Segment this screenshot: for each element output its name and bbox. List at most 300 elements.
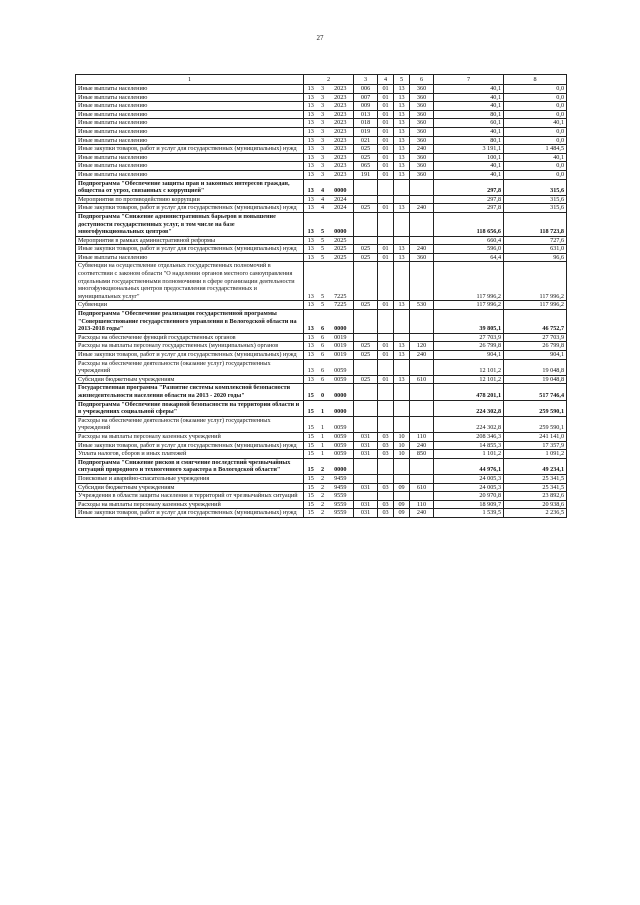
row-amount-col7: 297,8 xyxy=(434,204,504,213)
row-name: Субвенции xyxy=(76,301,304,310)
table-row xyxy=(76,500,567,509)
row-code-direction: 0000 xyxy=(328,400,354,416)
row-code-subprogram: 3 xyxy=(318,136,328,145)
row-code-expense-type: 240 xyxy=(410,245,434,254)
row-code-subprogram: 3 xyxy=(318,110,328,119)
row-name: Подпрограмма "Снижение административных барьеров и повышение доступности государственных услуг, в том числе на базе многофункциональных центров" xyxy=(76,212,304,236)
row-code-ministry: 065 xyxy=(354,162,378,171)
row-name: Субсидии бюджетным учреждениям xyxy=(76,375,304,384)
row-code-expense-type: 530 xyxy=(410,301,434,310)
row-code-subprogram: 2 xyxy=(318,474,328,483)
row-code-ministry: 025 xyxy=(354,245,378,254)
row-code-expense-type: 360 xyxy=(410,119,434,128)
row-amount-col7: 60,1 xyxy=(434,119,504,128)
row-code-subprogram: 4 xyxy=(318,179,328,195)
row-code-subsection xyxy=(394,179,410,195)
row-code-ministry xyxy=(354,416,378,432)
row-code-subsection xyxy=(394,333,410,342)
row-code-direction: 2023 xyxy=(328,145,354,154)
row-amount-col8: 0,0 xyxy=(504,110,567,119)
row-code-section: 01 xyxy=(378,136,394,145)
row-amount-col7: 478 201,1 xyxy=(434,384,504,400)
row-code-expense-type: 360 xyxy=(410,110,434,119)
row-amount-col7: 100,1 xyxy=(434,153,504,162)
row-code-program: 15 xyxy=(304,500,318,509)
row-code-subprogram: 1 xyxy=(318,432,328,441)
row-code-subprogram: 2 xyxy=(318,483,328,492)
row-code-subprogram: 3 xyxy=(318,119,328,128)
row-name: Подпрограмма "Снижение рисков и смягчение последствий чрезвычайных ситуаций природного и техногенного характера в Вологодской области" xyxy=(76,458,304,474)
header-cell-1: 1 xyxy=(76,75,304,85)
row-code-ministry: 031 xyxy=(354,441,378,450)
row-code-program: 15 xyxy=(304,474,318,483)
row-code-direction: 0059 xyxy=(328,375,354,384)
row-code-subsection: 09 xyxy=(394,483,410,492)
row-amount-col8: 2 236,5 xyxy=(504,509,567,518)
row-amount-col7: 80,1 xyxy=(434,136,504,145)
row-code-ministry: 025 xyxy=(354,342,378,351)
row-amount-col8: 46 752,7 xyxy=(504,310,567,334)
row-name: Расходы на обеспечение функций государственных органов xyxy=(76,333,304,342)
table-row xyxy=(76,195,567,204)
header-cell-7: 7 xyxy=(434,75,504,85)
row-code-direction: 0019 xyxy=(328,342,354,351)
row-amount-col8: 0,0 xyxy=(504,162,567,171)
row-amount-col7: 64,4 xyxy=(434,253,504,262)
row-code-section: 01 xyxy=(378,162,394,171)
row-amount-col8: 117 996,2 xyxy=(504,262,567,301)
row-code-subprogram: 0 xyxy=(318,384,328,400)
row-name: Иные выплаты населению xyxy=(76,136,304,145)
row-name: Иные выплаты населению xyxy=(76,110,304,119)
row-code-subprogram: 6 xyxy=(318,342,328,351)
table-row xyxy=(76,179,567,195)
row-amount-col7: 1 101,2 xyxy=(434,450,504,459)
row-code-ministry: 031 xyxy=(354,509,378,518)
row-code-expense-type: 360 xyxy=(410,170,434,179)
row-amount-col8: 0,0 xyxy=(504,93,567,102)
row-code-ministry xyxy=(354,359,378,375)
row-code-subsection xyxy=(394,416,410,432)
row-code-subsection xyxy=(394,492,410,501)
row-code-subprogram: 1 xyxy=(318,416,328,432)
row-code-direction: 2023 xyxy=(328,119,354,128)
row-code-section: 01 xyxy=(378,342,394,351)
row-code-ministry xyxy=(354,400,378,416)
row-code-subsection: 13 xyxy=(394,204,410,213)
row-code-section: 01 xyxy=(378,119,394,128)
row-code-expense-type: 240 xyxy=(410,204,434,213)
row-code-subsection: 10 xyxy=(394,441,410,450)
row-code-section xyxy=(378,359,394,375)
row-code-ministry xyxy=(354,333,378,342)
row-code-section: 01 xyxy=(378,153,394,162)
table-row xyxy=(76,416,567,432)
row-code-section: 01 xyxy=(378,145,394,154)
row-name: Субвенции на осуществление отдельных государственных полномочий в соответствии с законом области "О наделении органов местного самоуправления отдельными государственными полномочиями в сфере организации деятельности многофункциональных центров предоставления государственных и муниципальных услуг" xyxy=(76,262,304,301)
row-code-expense-type: 360 xyxy=(410,127,434,136)
row-amount-col8: 20 938,6 xyxy=(504,500,567,509)
row-code-section xyxy=(378,179,394,195)
row-code-subprogram: 3 xyxy=(318,93,328,102)
row-code-ministry: 007 xyxy=(354,93,378,102)
row-code-expense-type: 610 xyxy=(410,375,434,384)
row-code-ministry: 191 xyxy=(354,170,378,179)
table-row xyxy=(76,351,567,360)
table-row xyxy=(76,342,567,351)
row-name: Иные закупки товаров, работ и услуг для государственных (муниципальных) нужд xyxy=(76,245,304,254)
row-code-ministry: 025 xyxy=(354,375,378,384)
row-code-ministry: 018 xyxy=(354,119,378,128)
row-code-direction: 2025 xyxy=(328,245,354,254)
row-code-subsection xyxy=(394,400,410,416)
row-name: Иные закупки товаров, работ и услуг для государственных (муниципальных) нужд xyxy=(76,441,304,450)
row-code-subsection: 10 xyxy=(394,450,410,459)
row-amount-col8: 315,6 xyxy=(504,195,567,204)
row-code-direction: 0019 xyxy=(328,333,354,342)
row-code-subsection: 09 xyxy=(394,509,410,518)
row-code-expense-type: 360 xyxy=(410,153,434,162)
row-amount-col7: 27 703,9 xyxy=(434,333,504,342)
row-amount-col7: 660,4 xyxy=(434,236,504,245)
row-amount-col8: 1 484,5 xyxy=(504,145,567,154)
row-code-expense-type xyxy=(410,492,434,501)
row-code-ministry: 025 xyxy=(354,153,378,162)
table-row xyxy=(76,110,567,119)
row-code-program: 15 xyxy=(304,400,318,416)
row-code-subsection: 13 xyxy=(394,253,410,262)
row-amount-col7: 24 005,3 xyxy=(434,483,504,492)
row-amount-col7: 224 302,8 xyxy=(434,416,504,432)
row-amount-col7: 904,1 xyxy=(434,351,504,360)
row-code-expense-type: 610 xyxy=(410,483,434,492)
row-code-ministry: 031 xyxy=(354,500,378,509)
row-amount-col7: 39 805,1 xyxy=(434,310,504,334)
row-code-subsection: 13 xyxy=(394,245,410,254)
row-code-section xyxy=(378,416,394,432)
row-code-program: 15 xyxy=(304,509,318,518)
row-code-subprogram: 6 xyxy=(318,351,328,360)
row-name: Иные закупки товаров, работ и услуг для государственных (муниципальных) нужд xyxy=(76,204,304,213)
row-amount-col8: 40,1 xyxy=(504,119,567,128)
row-code-ministry: 031 xyxy=(354,432,378,441)
row-code-subsection: 13 xyxy=(394,127,410,136)
row-code-ministry: 025 xyxy=(354,301,378,310)
row-code-expense-type xyxy=(410,333,434,342)
row-code-subsection xyxy=(394,359,410,375)
row-code-expense-type xyxy=(410,310,434,334)
row-code-direction: 0000 xyxy=(328,179,354,195)
table-row xyxy=(76,432,567,441)
row-code-subprogram: 5 xyxy=(318,212,328,236)
row-amount-col7: 596,0 xyxy=(434,245,504,254)
row-code-section xyxy=(378,384,394,400)
table-row xyxy=(76,262,567,301)
row-code-ministry xyxy=(354,384,378,400)
row-code-direction: 0059 xyxy=(328,441,354,450)
row-code-program: 13 xyxy=(304,119,318,128)
row-code-section xyxy=(378,310,394,334)
row-code-expense-type xyxy=(410,179,434,195)
row-code-program: 13 xyxy=(304,136,318,145)
row-code-program: 13 xyxy=(304,204,318,213)
row-code-subsection xyxy=(394,236,410,245)
table-row xyxy=(76,85,567,94)
row-code-direction: 9559 xyxy=(328,509,354,518)
row-amount-col7: 117 996,2 xyxy=(434,301,504,310)
row-code-expense-type: 360 xyxy=(410,102,434,111)
table-row xyxy=(76,236,567,245)
row-code-expense-type: 360 xyxy=(410,93,434,102)
row-code-direction: 2023 xyxy=(328,110,354,119)
row-code-subsection: 13 xyxy=(394,342,410,351)
row-code-section: 01 xyxy=(378,85,394,94)
row-code-expense-type xyxy=(410,212,434,236)
row-name: Расходы на обеспечение деятельности (оказание услуг) государственных учреждений xyxy=(76,359,304,375)
row-code-section: 01 xyxy=(378,93,394,102)
row-name: Уплата налогов, сборов и иных платежей xyxy=(76,450,304,459)
row-code-subsection xyxy=(394,310,410,334)
row-code-section: 03 xyxy=(378,432,394,441)
row-amount-col8: 27 703,9 xyxy=(504,333,567,342)
row-amount-col8: 26 799,8 xyxy=(504,342,567,351)
row-code-section xyxy=(378,492,394,501)
row-code-subsection xyxy=(394,195,410,204)
table-row xyxy=(76,127,567,136)
row-code-ministry: 025 xyxy=(354,145,378,154)
row-code-ministry: 006 xyxy=(354,85,378,94)
row-code-program: 13 xyxy=(304,375,318,384)
row-code-program: 13 xyxy=(304,301,318,310)
row-code-subsection xyxy=(394,262,410,301)
table-row xyxy=(76,204,567,213)
row-amount-col8: 904,1 xyxy=(504,351,567,360)
row-code-subsection xyxy=(394,212,410,236)
row-code-direction: 9459 xyxy=(328,474,354,483)
row-code-expense-type: 110 xyxy=(410,432,434,441)
row-code-subsection: 13 xyxy=(394,162,410,171)
row-code-ministry: 013 xyxy=(354,110,378,119)
row-amount-col8: 1 091,2 xyxy=(504,450,567,459)
row-amount-col8: 517 746,4 xyxy=(504,384,567,400)
row-name: Иные закупки товаров, работ и услуг для государственных (муниципальных) нужд xyxy=(76,351,304,360)
row-code-section: 01 xyxy=(378,245,394,254)
row-name: Субсидии бюджетным учреждениям xyxy=(76,483,304,492)
row-code-section: 01 xyxy=(378,253,394,262)
header-cell-6: 6 xyxy=(410,75,434,85)
row-code-subprogram: 3 xyxy=(318,127,328,136)
row-code-ministry: 021 xyxy=(354,136,378,145)
row-name: Расходы на выплаты персоналу государственных (муниципальных) органов xyxy=(76,342,304,351)
row-code-subprogram: 6 xyxy=(318,375,328,384)
row-code-direction: 7225 xyxy=(328,301,354,310)
header-cell-2: 2 xyxy=(304,75,354,85)
row-code-subprogram: 5 xyxy=(318,236,328,245)
row-code-program: 13 xyxy=(304,253,318,262)
row-amount-col8: 259 590,1 xyxy=(504,400,567,416)
table-row xyxy=(76,441,567,450)
header-cell-4: 4 xyxy=(378,75,394,85)
row-amount-col8: 23 892,6 xyxy=(504,492,567,501)
row-code-program: 15 xyxy=(304,416,318,432)
header-row xyxy=(76,75,567,85)
row-code-section: 01 xyxy=(378,301,394,310)
row-amount-col7: 18 909,7 xyxy=(434,500,504,509)
row-code-direction: 2023 xyxy=(328,162,354,171)
row-amount-col7: 40,1 xyxy=(434,127,504,136)
row-amount-col8: 0,0 xyxy=(504,127,567,136)
row-code-ministry xyxy=(354,262,378,301)
row-code-subprogram: 2 xyxy=(318,492,328,501)
row-name: Иные выплаты населению xyxy=(76,102,304,111)
table-row xyxy=(76,359,567,375)
table-row xyxy=(76,458,567,474)
row-code-subprogram: 5 xyxy=(318,253,328,262)
row-code-program: 13 xyxy=(304,333,318,342)
row-code-ministry xyxy=(354,212,378,236)
row-name: Иные закупки товаров, работ и услуг для государственных (муниципальных) нужд xyxy=(76,509,304,518)
header-cell-3: 3 xyxy=(354,75,378,85)
row-code-section xyxy=(378,400,394,416)
row-code-program: 13 xyxy=(304,179,318,195)
row-code-expense-type: 360 xyxy=(410,136,434,145)
row-amount-col8: 0,0 xyxy=(504,136,567,145)
row-code-program: 15 xyxy=(304,483,318,492)
table-row xyxy=(76,400,567,416)
row-name: Иные выплаты населению xyxy=(76,162,304,171)
row-code-expense-type: 240 xyxy=(410,145,434,154)
row-name: Мероприятия по противодействию коррупции xyxy=(76,195,304,204)
row-code-section: 01 xyxy=(378,204,394,213)
row-code-subsection: 09 xyxy=(394,500,410,509)
row-code-direction: 9559 xyxy=(328,492,354,501)
row-amount-col8: 19 048,8 xyxy=(504,359,567,375)
row-amount-col7: 40,1 xyxy=(434,93,504,102)
row-amount-col8: 96,6 xyxy=(504,253,567,262)
row-amount-col8: 241 141,0 xyxy=(504,432,567,441)
row-code-direction: 2023 xyxy=(328,153,354,162)
row-code-direction: 2023 xyxy=(328,136,354,145)
row-code-program: 13 xyxy=(304,245,318,254)
table-row xyxy=(76,93,567,102)
row-code-section: 03 xyxy=(378,509,394,518)
row-code-section xyxy=(378,458,394,474)
row-code-subprogram: 5 xyxy=(318,262,328,301)
row-code-direction: 0000 xyxy=(328,212,354,236)
row-amount-col7: 40,1 xyxy=(434,170,504,179)
row-code-expense-type xyxy=(410,195,434,204)
row-amount-col8: 259 590,1 xyxy=(504,416,567,432)
table-row xyxy=(76,162,567,171)
row-code-subprogram: 5 xyxy=(318,245,328,254)
row-code-expense-type: 360 xyxy=(410,85,434,94)
row-amount-col7: 208 346,3 xyxy=(434,432,504,441)
row-code-direction: 2023 xyxy=(328,93,354,102)
row-code-ministry xyxy=(354,179,378,195)
table-row xyxy=(76,384,567,400)
row-code-subprogram: 4 xyxy=(318,204,328,213)
row-amount-col8: 40,1 xyxy=(504,153,567,162)
row-code-expense-type xyxy=(410,359,434,375)
row-amount-col8: 117 996,2 xyxy=(504,301,567,310)
row-code-program: 15 xyxy=(304,450,318,459)
row-amount-col8: 118 723,8 xyxy=(504,212,567,236)
row-code-subprogram: 3 xyxy=(318,170,328,179)
row-name: Иные выплаты населению xyxy=(76,93,304,102)
row-code-program: 13 xyxy=(304,310,318,334)
row-code-subprogram: 6 xyxy=(318,310,328,334)
row-code-program: 15 xyxy=(304,432,318,441)
row-code-subprogram: 1 xyxy=(318,400,328,416)
row-amount-col8: 25 341,5 xyxy=(504,474,567,483)
row-name: Иные выплаты населению xyxy=(76,170,304,179)
header-cell-8: 8 xyxy=(504,75,567,85)
row-code-subsection: 13 xyxy=(394,119,410,128)
row-amount-col7: 12 101,2 xyxy=(434,375,504,384)
row-code-direction: 2024 xyxy=(328,204,354,213)
row-code-direction: 9459 xyxy=(328,483,354,492)
row-amount-col8: 17 357,9 xyxy=(504,441,567,450)
row-amount-col7: 40,1 xyxy=(434,102,504,111)
row-code-section: 01 xyxy=(378,375,394,384)
row-name: Иные выплаты населению xyxy=(76,153,304,162)
row-code-subprogram: 3 xyxy=(318,85,328,94)
row-code-program: 13 xyxy=(304,170,318,179)
row-code-section xyxy=(378,474,394,483)
row-name: Подпрограмма "Обеспечение реализации государственной программы "Совершенствование государственного управления в Вологодской области на 2013-2018 годы" xyxy=(76,310,304,334)
row-code-section xyxy=(378,333,394,342)
row-code-section: 01 xyxy=(378,351,394,360)
row-code-ministry xyxy=(354,474,378,483)
table-row xyxy=(76,474,567,483)
row-code-direction: 2025 xyxy=(328,253,354,262)
row-code-subprogram: 1 xyxy=(318,450,328,459)
row-name: Расходы на выплаты персоналу казенных учреждений xyxy=(76,500,304,509)
row-amount-col7: 26 799,8 xyxy=(434,342,504,351)
row-code-direction: 2024 xyxy=(328,195,354,204)
table-row xyxy=(76,136,567,145)
row-code-direction: 7225 xyxy=(328,262,354,301)
row-amount-col7: 44 976,1 xyxy=(434,458,504,474)
row-code-program: 13 xyxy=(304,127,318,136)
row-code-ministry xyxy=(354,236,378,245)
row-code-direction: 0059 xyxy=(328,359,354,375)
row-code-program: 15 xyxy=(304,384,318,400)
row-code-section: 01 xyxy=(378,110,394,119)
row-code-subsection: 13 xyxy=(394,170,410,179)
row-amount-col8: 0,0 xyxy=(504,170,567,179)
row-code-subprogram: 4 xyxy=(318,195,328,204)
row-code-subsection xyxy=(394,384,410,400)
row-code-program: 15 xyxy=(304,441,318,450)
table-row xyxy=(76,253,567,262)
row-name: Расходы на выплаты персоналу казенных учреждений xyxy=(76,432,304,441)
row-code-subsection: 13 xyxy=(394,153,410,162)
row-name: Подпрограмма "Обеспечение защиты прав и законных интересов граждан, общества от угроз, связанных с коррупцией" xyxy=(76,179,304,195)
row-code-section xyxy=(378,236,394,245)
row-name: Иные выплаты населению xyxy=(76,127,304,136)
row-code-expense-type xyxy=(410,416,434,432)
row-name: Расходы на обеспечение деятельности (оказание услуг) государственных учреждений xyxy=(76,416,304,432)
row-amount-col7: 297,8 xyxy=(434,179,504,195)
row-amount-col7: 20 970,8 xyxy=(434,492,504,501)
row-code-program: 13 xyxy=(304,153,318,162)
row-name: Иные выплаты населению xyxy=(76,119,304,128)
table-row xyxy=(76,450,567,459)
row-amount-col7: 24 005,3 xyxy=(434,474,504,483)
budget-table xyxy=(75,74,567,518)
row-amount-col7: 40,1 xyxy=(434,162,504,171)
